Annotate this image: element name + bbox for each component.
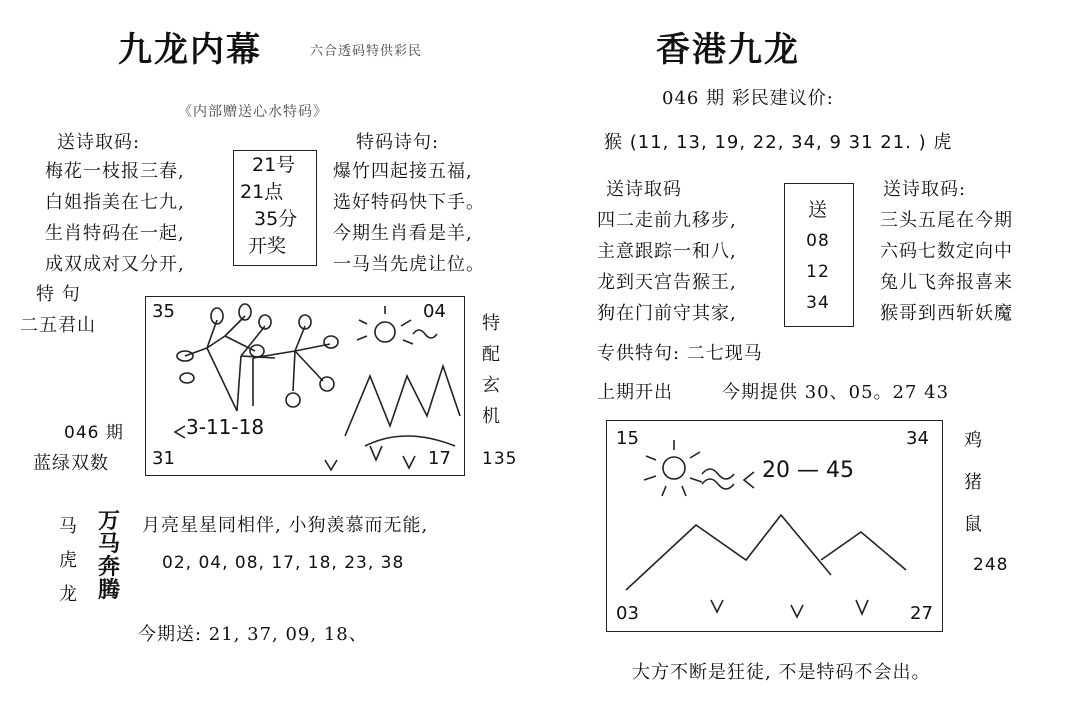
special-phrase: 二五君山 [20,315,96,336]
poem-line: 今期生肖看是羊, [333,223,473,244]
right-formula: 20 — 45 [762,458,854,483]
riddle-line: 月亮星星同相伴, 小狗羡慕而无能, [142,515,429,536]
left-corner-br: 17 [428,448,451,469]
draw-label: 开奖 [248,235,287,257]
slogan-char: 万 [97,508,120,534]
gift-note: 《内部赠送心水特码》 [178,104,328,120]
footer-line: 大方不断是狂徒, 不是特码不会出。 [632,662,931,683]
side-char: 玄 [482,375,500,396]
poem-line: 成双成对又分开, [45,254,185,275]
animal-item: 猪 [964,472,982,493]
poem-line: 龙到天宫告猴王, [597,272,737,293]
poem-head-right: 特码诗句: [356,132,440,153]
poem-line: 六码七数定向中 [880,241,1013,262]
side-label [480,308,502,432]
gift-box-label: 送 [807,199,828,221]
side-char: 机 [482,406,500,427]
side-char: 配 [482,344,500,365]
left-subtitle: 六合透码特供彩民 [310,44,423,59]
color-wave: 蓝绿双数 [33,453,109,474]
zodiac-item: 龙 [59,584,77,605]
left-formula: 3-11-18 [186,415,265,439]
zodiac-list [57,510,79,612]
right-corner-bl: 03 [616,603,639,624]
poem-line: 四二走前九移步, [597,210,737,231]
poem-head-left: 送诗取码: [57,132,141,153]
animal-item: 鸡 [964,430,982,451]
right-corner-tr: 34 [906,428,929,449]
monkey-line: 猴 (11, 13, 19, 22, 34, 9 31 21. ) 虎 [604,132,953,153]
slogan-char: 腾 [97,577,120,603]
left-corner-bl: 31 [152,448,175,469]
left-title: 九龙内幕 [118,30,262,70]
right-sketch [606,420,944,632]
poem-line: 兔儿飞奔报喜来 [880,272,1013,293]
poem-line: 猴哥到西斩妖魔 [880,303,1013,324]
right-poem [333,156,485,280]
right-poem-left [597,205,737,329]
right-corner-tl: 15 [616,428,639,449]
left-corner-tr: 04 [423,301,446,322]
animal-item: 鼠 [964,514,982,535]
draw-date: 21号 [252,154,296,176]
animal-list [962,420,984,546]
poem-line: 生肖特码在一起, [45,223,185,244]
left-corner-tl: 35 [152,301,175,322]
right-poem-head-right: 送诗取码: [883,179,967,200]
poem-line: 狗在门前守其家, [597,303,737,324]
zodiac-item: 马 [59,516,77,537]
right-corner-br: 27 [910,603,933,624]
gift-box-number: 12 [806,262,830,282]
poem-line: 选好特码快下手。 [333,192,485,213]
side-number: 135 [482,449,518,469]
number-list: 02, 04, 08, 17, 18, 23, 38 [162,553,405,573]
issue-number: 046 期 [64,423,124,443]
left-poem [45,156,185,280]
poem-line: 梅花一枝报三春, [45,161,185,182]
poem-line: 三头五尾在今期 [880,210,1013,231]
gift-numbers: 今期送: 21, 37, 09, 18、 [138,624,368,645]
poem-line: 爆竹四起接五福, [333,161,473,182]
slogan-char: 奔 [97,554,120,580]
left-sketch [145,296,465,476]
draw-hour: 21点 [240,181,284,203]
last-draw: 上期开出 [597,382,673,403]
side-char: 特 [482,313,500,334]
right-poem-head-left: 送诗取码 [606,179,682,200]
special-line: 专供特句: 二七现马 [597,343,763,364]
special-label: 特 句 [36,284,81,305]
slogan-char: 马 [97,531,120,557]
issue-line: 046 期 彩民建议价: [662,88,834,109]
right-side-number: 248 [973,555,1009,575]
right-poem-right [880,205,1013,329]
gift-box-number: 34 [806,293,830,313]
this-issue: 今期提供 30、05。27 43 [722,382,950,403]
draw-time [240,152,297,260]
right-title: 香港九龙 [656,30,800,70]
draw-minute: 35分 [254,208,298,230]
poem-line: 白姐指美在七九, [45,192,185,213]
zodiac-item: 虎 [59,550,77,571]
slogan [96,510,122,602]
poem-line: 一马当先虎让位。 [333,254,485,275]
poem-line: 主意跟踪一和八, [597,241,737,262]
gift-box-content [784,195,852,319]
gift-box-number: 08 [806,231,830,251]
